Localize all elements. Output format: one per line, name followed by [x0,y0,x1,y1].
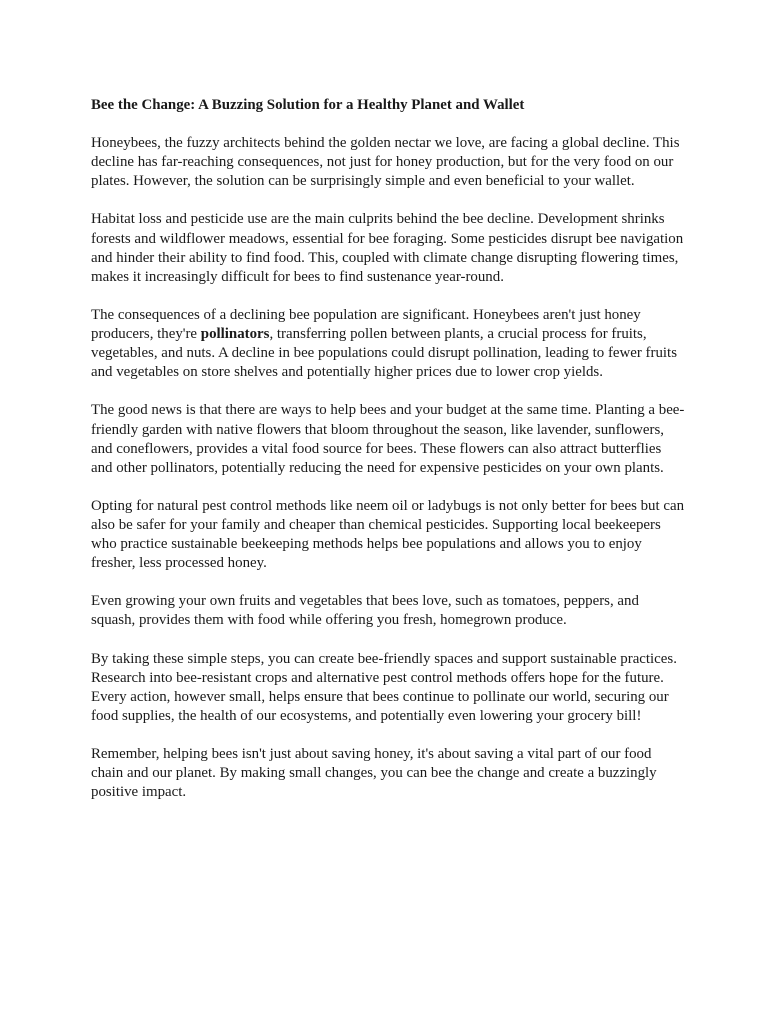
pollinators-bold-term: pollinators [200,326,270,343]
paragraph-good-news: The good news is that there are ways to help bees and your budget at the same time. Planting a bee-friendly garden with native flowers that bloom throughout the season, like lavender, sunflowers, and coneflowers, provides a vital food source for bees. These flowers can also attract butterflies and other pollinators, potentially reducing the need for expensive pesticides on your own plants. [91,402,685,476]
paragraph-causes: Habitat loss and pesticide use are the main culprits behind the bee decline. Development shrinks forests and wildflower meadows, essential for bee foraging. Some pesticides disrupt bee navigation and hinder their ability to find food. This, coupled with climate change disrupting flowering times, makes it increasingly difficult for bees to find sustenance year-round. [91,211,684,285]
paragraph-consequences-before: The consequences of a declining bee population are significant. Honeybees aren't just honey producers, they're [91,306,641,343]
paragraph-conclusion: Remember, helping bees isn't just about saving honey, it's about saving a vital part of our food chain and our planet. By making small changes, you can bee the change and create a buzzingly positive impact. [91,746,657,801]
paragraph-pest-control: Opting for natural pest control methods like neem oil or ladybugs is not only better for bees but can also be safer for your family and cheaper than chemical pesticides. Supporting local beekeepers who practice sustainable beekeeping methods helps bee populations and allows you to enjoy fresher, less processed honey. [91,497,685,572]
paragraph-simple-steps: By taking these simple steps, you can create bee-friendly spaces and support sustainable practices. Research into bee-resistant crops and alternative pest control methods offers hope for the future. Every action, however small, helps ensure that bees continue to pollinate our world, securing our food supplies, the health of our ecosystems, and potentially even lowering your grocery bill! [91,650,677,724]
paragraph-intro: Honeybees, the fuzzy architects behind the golden nectar we love, are facing a global decline. This decline has far-reaching consequences, not just for honey production, but for the very food on our plates. However, the solution can be surprisingly simple and even beneficial to your wallet. [91,135,680,190]
document-title: Bee the Change: A Buzzing Solution for a Healthy Planet and Wallet [91,97,525,113]
document-page [91,96,686,821]
paragraph-consequences-after: , transferring pollen between plants, a crucial process for fruits, vegetables, and nuts. A decline in bee populations could disrupt pollination, leading to fewer fruits and vegetables on store shelves and potentially higher prices due to lower crop yields. [91,326,677,381]
paragraph-consequences [91,306,686,382]
paragraph-grow-your-own: Even growing your own fruits and vegetables that bees love, such as tomatoes, peppers, and squash, provides them with food while offering you fresh, homegrown produce. [91,593,639,629]
